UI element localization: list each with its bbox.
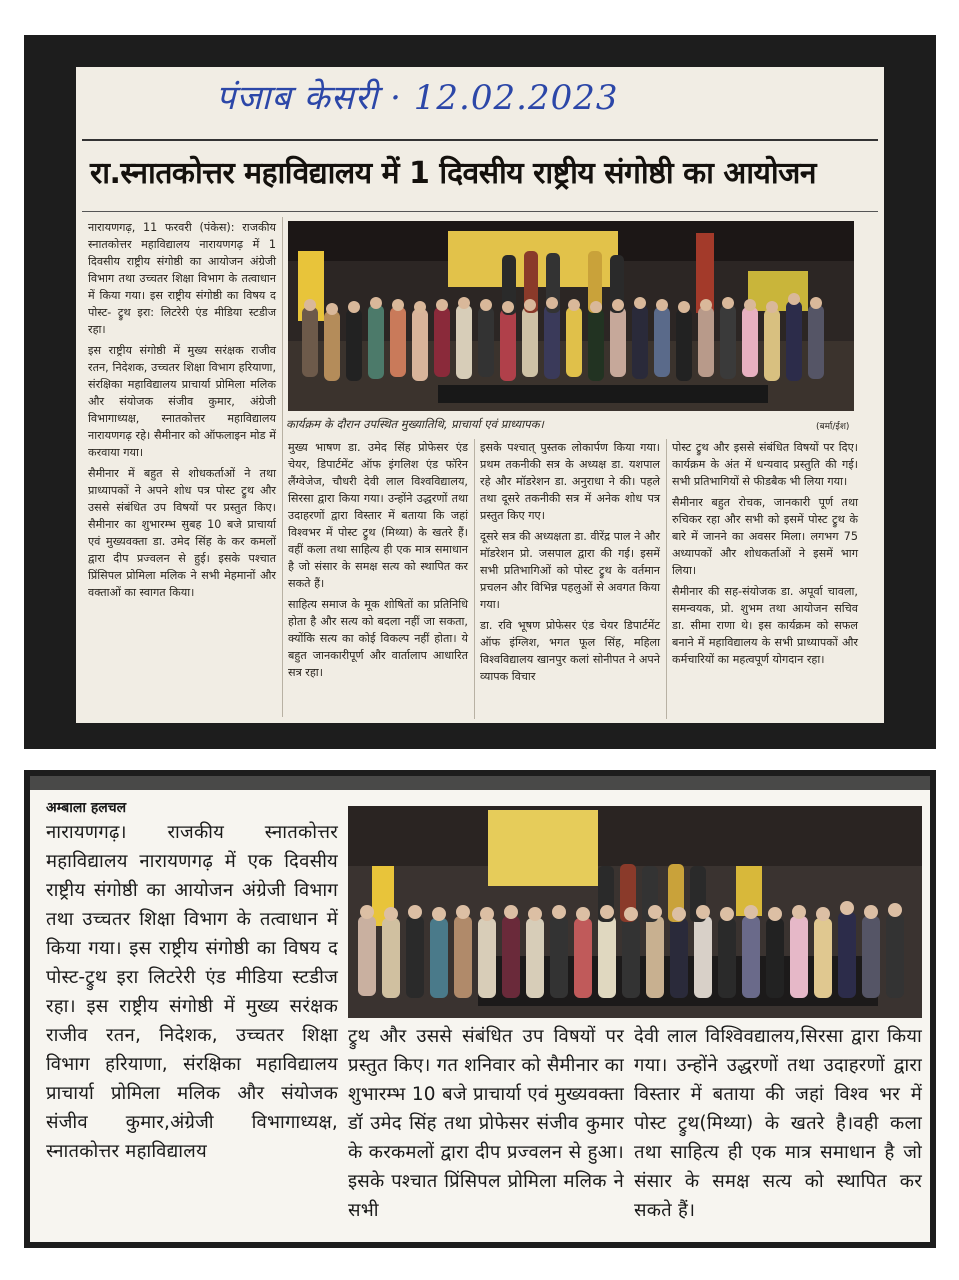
column-divider (474, 439, 475, 719)
paragraph: दूसरे सत्र की अध्यक्षता डा. वीरेंद्र पाल ने और मॉडरेशन प्रो. जसपाल द्वारा की गई। इसमें सभी प्रतिभागिओं को पोस्ट ट्रुथ के वर्तमान प्रचलन और विभिन्न पहलुओं से अवगत किया गया। (480, 530, 660, 611)
paragraph: नारायणगढ़, 11 फरवरी (पंकेस): राजकीय स्नातकोत्तर महाविद्यालय नारायणगढ़ में 1 दिवसीय राष्ट्रीय संगोष्ठी का आयोजन अंग्रेजी विभाग तथा उच्चतर शिक्षा विभाग के तत्वाधान में किया गया। इस राष्ट्रीय संगोष्ठी का विषय द पोस्ट- ट्रुथ इरा: लिटरेरी एंड मीडिया स्टडीज रहा। (88, 221, 276, 336)
headline: रा.स्नातकोत्तर महाविद्यालय में 1 दिवसीय राष्ट्रीय संगोष्ठी का आयोजन (90, 156, 817, 191)
clipping-top-paper (76, 67, 884, 723)
event-group-photo (348, 806, 922, 1018)
clipping-top-frame (24, 35, 936, 749)
article-column-2 (348, 1022, 624, 1225)
event-group-photo-graphic (348, 806, 922, 1018)
event-group-photo-graphic (288, 221, 854, 411)
paragraph: मुख्य भाषण डा. उमेद सिंह प्रोफेसर एंड चेयर, डिपार्टमेंट ऑफ इंगलिश एंड फॉरेन लैंग्वेजेज, चौधरी देवी लाल विश्वविद्यालय, सिरसा द्वारा किया गया। उन्होंने उद्धरणों तथा उदाहरणों द्वारा विस्तार में बताया कि जहां विश्वभर में पोस्ट ट्रुथ (मिथ्या) के खतरे हैं। वहीं कला तथा साहित्य ही एक मात्र समाधान है जो संसार के समक्ष सत्य को स्थापित कर सकते हैं। (288, 441, 468, 590)
handwritten-source-date: पंजाब केसरी · 12.02.2023 (216, 78, 619, 118)
paragraph: सैमीनार की सह-संयोजक डा. अपूर्वा चावला, समन्वयक, प्रो. शुभम तथा आयोजन सचिव डा. सीमा राणा थे। इस कार्यक्रम को सफल बनाने में महाविद्यालय के सभी प्राध्यापकों और कर्मचारियों का महत्वपूर्ण योगदान रहा। (672, 585, 858, 666)
article-column-1 (46, 818, 338, 1166)
newspaper-source: अम्बाला हलचल (46, 800, 127, 816)
column-divider (282, 217, 283, 717)
paragraph: इस राष्ट्रीय संगोष्ठी में मुख्य सरंक्षक राजीव रतन, निदेशक, उच्चतर शिक्षा विभाग हरियाणा, संरक्षिका महाविद्यालय प्राचार्या प्रोमिला मलिक और संयोजक संजीव कुमार, अंग्रेजी विभागाध्यक्ष, स्नातकोत्तर महाविद्यालय नारायणगढ़ रहे। सैमीनार को ऑफलाइन मोड में करवाया गया। (88, 344, 276, 459)
paragraph: साहित्य समाज के मूक शोषितों का प्रतिनिधि होता है और सत्य को बदला नहीं जा सकता, क्योंकि सत्य का कोई विकल्प नहीं होता। ये बहुत जानकारीपूर्ण और वार्तालाप आधारित सत्र रहा। (288, 598, 468, 679)
article-column-1 (88, 219, 276, 605)
clipping-bottom-paper (30, 776, 930, 1242)
event-group-photo (288, 221, 854, 411)
article-column-3 (634, 1022, 922, 1225)
clipping-bottom-frame (24, 770, 936, 1248)
paragraph: देवी लाल विश्विवद्यालय,सिरसा द्वारा किया गया। उन्होंने उद्धरणों तथा उदाहरणों द्वारा विस्तार में बताया की जहां विश्व भर में पोस्ट ट्रुथ(मिथ्या) के खतरे है।वही कला तथा साहित्य ही एक मात्र समाधान है जो संसार के समक्ष सत्य को स्थापित कर सकते हैं। (634, 1026, 922, 1221)
article-column-3 (480, 439, 660, 689)
paragraph: डा. रवि भूषण प्रोफेसर एंड चेयर डिपार्टमेंट ऑफ इंग्लिश, भगत फूल सिंह, महिला विश्वविद्यालय खानपुर कलां सोनीपत ने अपने व्यापक विचार (480, 619, 660, 683)
paragraph: नारायणगढ़। राजकीय स्नातकोत्तर महाविद्यालय नारायणगढ़ में एक दिवसीय राष्ट्रीय संगोष्ठी का आयोजन अंग्रेजी विभाग तथा उच्चतर शिक्षा विभाग के तत्वाधान में किया गया। इस राष्ट्रीय संगोष्ठी का विषय द पोस्ट-ट्रुथ इरा लिटरेरी एंड मीडिया स्टडीज रहा। इस राष्ट्रीय संगोष्ठी में मुख्य सरंक्षक राजीव रतन, निदेशक, उच्चतर शिक्षा विभाग हरियाणा, संरक्षिका महाविद्यालय प्राचार्या प्रोमिला मलिक और संयोजक संजीव कुमार,अंग्रेजी विभागाध्यक्ष, स्नातकोत्तर महाविद्यालय (46, 822, 338, 1162)
photo-credit: (बर्मा/ईश) (816, 422, 850, 432)
article-column-4 (672, 439, 858, 672)
paragraph: पोस्ट ट्रुथ और इससे संबंधित विषयों पर दिए। कार्यक्रम के अंत में धन्यवाद प्रस्तुति की गई। सभी प्रतिभागियों से फीडबैक भी लिया गया। (672, 441, 858, 488)
column-divider (666, 439, 667, 719)
article-column-2 (288, 439, 468, 685)
paragraph: ट्रुथ और उससे संबंधित उप विषयों पर प्रस्तुत किए। गत शनिवार को सैमीनार का शुभारम्भ 10 बजे प्राचार्या एवं मुख्यवक्ता डॉ उमेद सिंह तथा प्रोफेसर संजीव कुमार के करकमलों द्वारा दीप प्रज्वलन से हुआ। इसके पश्चात प्रिंसिपल प्रोमिला मलिक ने सभी (348, 1026, 624, 1221)
cropped-headline-strip (30, 776, 930, 790)
paragraph: सैमीनार में बहुत से शोधकर्ताओं ने तथा प्राध्यापकों ने अपने शोध पत्र पोस्ट ट्रुथ और उससे संबंधित उप विषयों पर प्रस्तुत किए। सैमीनार का शुभारम्भ सुबह 10 बजे प्राचार्या एवं मुख्यवक्ता डा. उमेद सिंह के कर कमलों द्वारा दीप प्रज्वलन से हुई। इसके पश्चात प्रिंसिपल प्रोमिला मलिक ने सभी मेहमानों और वक्ताओं का स्वागत किया। (88, 467, 276, 599)
photo-caption: कार्यक्रम के दौरान उपस्थित मुख्यातिथि, प्राचार्या एवं प्राध्यापक। (286, 417, 544, 431)
paragraph: इसके पश्चात् पुस्तक लोकार्पण किया गया। प्रथम तकनीकी सत्र के अध्यक्ष डा. यशपाल रहे और मॉडरेशन डा. अनुराधा ने की। पहले तथा दूसरे तकनीकी सत्र में अनेक शोध पत्र प्रस्तुत किए गए। (480, 441, 660, 522)
paragraph: सैमीनार बहुत रोचक, जानकारी पूर्ण तथा रुचिकर रहा और सभी को इसमें पोस्ट ट्रुथ के बारे में जानने का अवसर मिला। लगभग 75 अध्यापकों और शोधकर्ताओं ने इसमें भाग लिया। (672, 496, 858, 577)
